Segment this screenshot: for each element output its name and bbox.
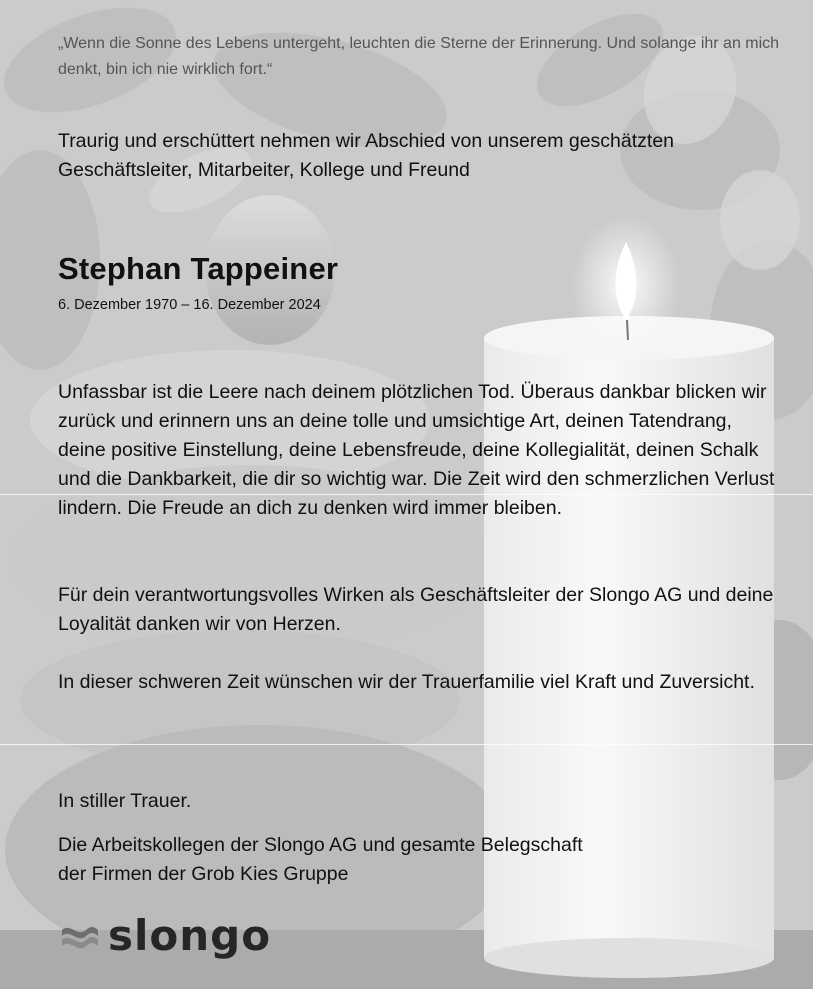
signer-line: der Firmen der Grob Kies Gruppe [58, 863, 349, 885]
memorial-quote: „Wenn die Sonne des Lebens untergeht, leuchten die Sterne der Erinnerung. Und solange ihr an mich denkt, bin ich nie wirklich fort.“ [58, 35, 780, 78]
life-dates: 6. Dezember 1970 – 16. Dezember 2024 [58, 297, 321, 313]
tribute-paragraph: Unfassbar ist die Leere nach deinem plötzlichen Tod. Überaus dankbar blicken wir zurück und erinnern uns an deine tolle und umsichtige Art, deinen Tatendrang, deine positive Einstellung, deine Lebensfreude, deine Kollegialität, deinen Schalk und die Dankbarkeit, die dir so wichtig war. Die Zeit wird den schmerzlichen Verlust lindern. Die Freude an dich zu denken wird immer bleiben. [58, 381, 775, 519]
slongo-wave-icon [60, 920, 100, 952]
closing-line: In stiller Trauer. [58, 790, 192, 812]
signer-line: Die Arbeitskollegen der Slongo AG und gesamte Belegschaft [58, 834, 583, 856]
logo-wordmark: slongo [108, 911, 272, 960]
gratitude-paragraph: Für dein verantwortungsvolles Wirken als Geschäftsleiter der Slongo AG und deine Loyalität danken wir von Herzen. [58, 584, 774, 635]
slongo-logo [60, 908, 271, 964]
deceased-name: Stephan Tappeiner [58, 251, 339, 286]
intro-text: Traurig und erschüttert nehmen wir Abschied von unserem geschätzten Geschäftsleiter, Mitarbeiter, Kollege und Freund [58, 130, 675, 181]
signers-block [58, 831, 583, 889]
condolence-paragraph: In dieser schweren Zeit wünschen wir der Trauerfamilie viel Kraft und Zuversicht. [58, 671, 755, 693]
